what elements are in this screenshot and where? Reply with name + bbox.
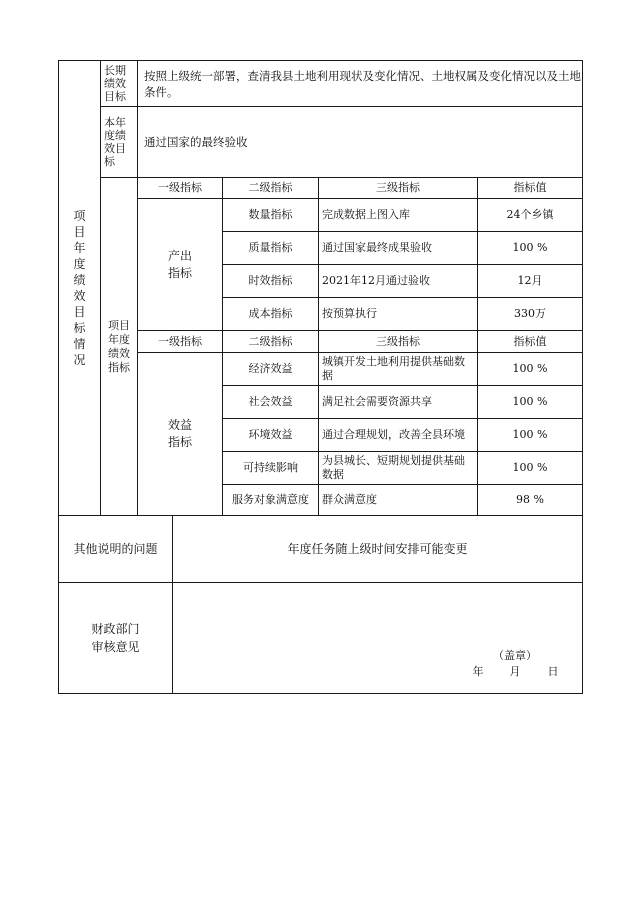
header-value: 指标值 [513,334,547,348]
table-row-l2: 社会效益 [248,395,293,408]
other-text: 年度任务随上级时间安排可能变更 [287,542,468,556]
table-row-l2: 数量指标 [248,208,293,221]
header-value: 指标值 [513,181,547,194]
table-row-l2: 环境效益 [248,428,293,441]
table-row-value: 12月 [517,274,543,287]
header-level1: 一级指标 [158,181,202,194]
benefit-label-cell [138,353,222,515]
table-row-value: 100 % [512,362,548,375]
table-row-l3: 2021年12月通过验收 [322,274,430,287]
header-level1: 一级指标 [158,334,202,348]
long-goal-text: 按照上级统一部署，查清我县土地利用现状及变化情况、土地权属及变化情况以及土地条件。 [144,68,581,99]
header-level3: 三级指标 [376,334,420,348]
table-row-l3: 满足社会需要资源共享 [322,395,432,408]
annual-goal-text-cell [138,107,582,177]
table-row-value: 100 % [512,461,548,474]
review-label: 财政部门审核意见 [91,622,140,654]
table-row-value: 330万 [514,307,546,320]
table-row-l3: 城镇开发土地利用提供基础数据 [322,355,465,382]
review-date-year: 年 [472,665,484,678]
annual-goal-label-cell [101,107,137,177]
table-row-l3: 为县城长、短期规划提供基础数据 [322,454,465,481]
header-level2: 二级指标 [248,334,293,348]
table-row-l3: 通过国家最终成果验收 [322,241,432,254]
other-label: 其他说明的问题 [73,542,158,556]
table-row-l2: 时效指标 [248,274,293,287]
review-date-day: 日 [547,665,559,678]
other-label-cell [59,516,172,582]
indicator-label-cell [101,178,137,515]
long-goal-label-cell [101,61,137,106]
long-goal-label: 长期绩效目标 [104,64,126,103]
review-date-month: 月 [509,665,521,678]
table-row-value: 100 % [512,428,548,441]
table-row-l2: 可持续影响 [243,461,298,474]
output-label: 产出指标 [167,248,192,280]
other-text-cell [173,516,582,582]
indicator-label: 项目年度绩效指标 [108,318,130,374]
long-goal-text-cell [138,61,582,106]
benefit-label: 效益指标 [167,418,192,449]
table-row-value: 100 % [512,395,548,408]
table-row-l3: 完成数据上图入库 [322,208,410,221]
review-label-cell [59,583,172,693]
header-level2: 二级指标 [248,181,293,194]
table-row-l2: 服务对象满意度 [232,493,309,506]
table-row-value: 24个乡镇 [506,208,554,221]
review-seal: （盖章） [493,649,537,662]
header-level3: 三级指标 [376,181,420,194]
annual-goal-text: 通过国家的最终验收 [144,135,248,149]
table-row-value: 100 % [512,241,548,254]
table-row-l3: 通过合理规划，改善全县环境 [322,428,465,441]
rule [582,60,583,694]
output-label-cell [138,199,222,330]
table-row-l2: 经济效益 [248,362,293,375]
table-row-value: 98 % [516,493,544,506]
table-row-l2: 质量指标 [248,241,293,254]
side-label: 项目年度绩效目标情况 [73,209,86,367]
annual-goal-label: 本年度绩效目标 [104,116,126,168]
rule [58,693,582,694]
side-label-cell [59,61,100,515]
table-row-l3: 按预算执行 [322,307,377,320]
table-row-l3: 群众满意度 [322,493,377,506]
table-row-l2: 成本指标 [248,307,293,320]
